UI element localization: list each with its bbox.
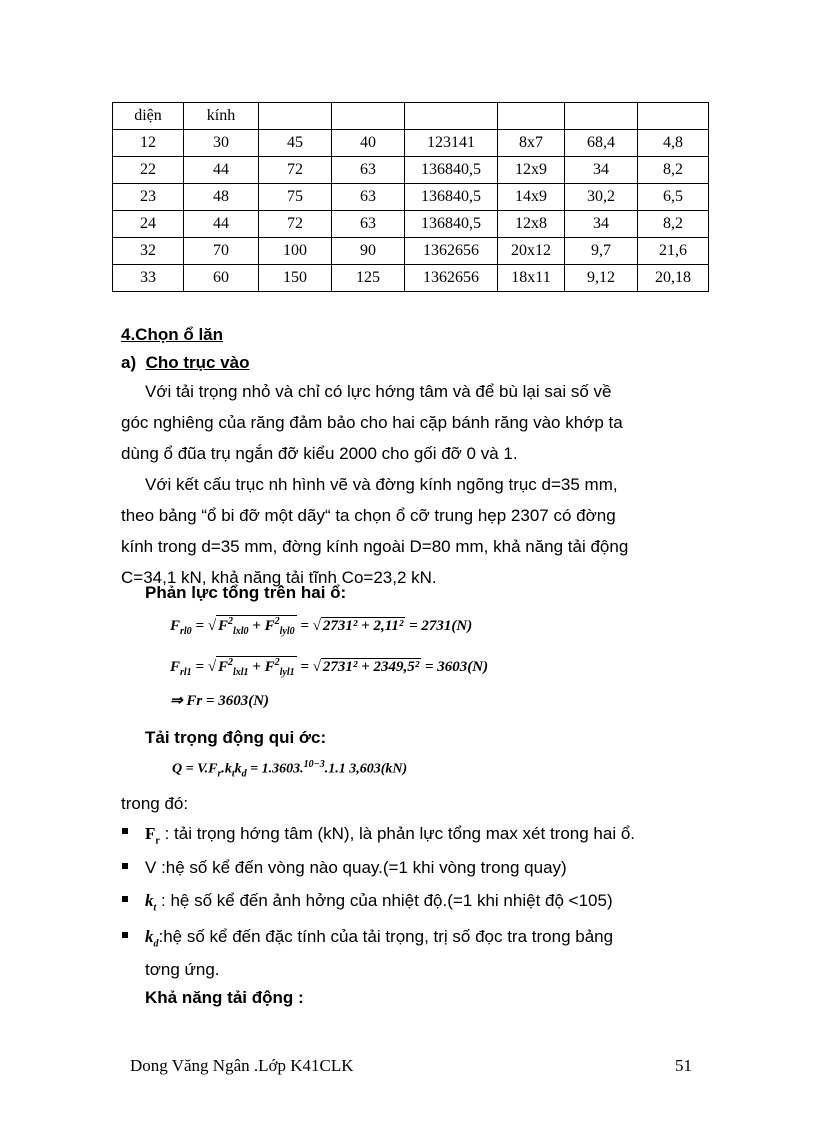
formula-reaction-1: $F_{rl1}$ = √ $F^2_{lxl1} + F^2_{lyl1}$ = √ 2731² + 2349,5² = 3603(N) <box>170 657 489 678</box>
f1-expr: 2731² + 2,11² <box>322 618 404 634</box>
bearing-data-table <box>112 102 709 292</box>
f2-term-a: F <box>217 659 228 675</box>
table-cell: 70 <box>184 238 259 265</box>
bullet-kd-symbol-sub: d <box>153 938 159 950</box>
table-cell: 150 <box>259 265 332 292</box>
table-cell: 72 <box>259 157 332 184</box>
table-cell: 22 <box>113 157 184 184</box>
f4-part-2: .k <box>221 761 232 777</box>
table-cell: 136840,5 <box>405 211 498 238</box>
table-cell: kính <box>184 103 259 130</box>
bullet-fr-symbol-sub: r <box>155 835 160 847</box>
table-cell: 100 <box>259 238 332 265</box>
f4-sub-1: r <box>217 768 222 780</box>
table-cell: 1362656 <box>405 265 498 292</box>
table-cell: 23 <box>113 184 184 211</box>
bullet-kt-text: : hệ số kể đến ảnh hởng của nhiệt độ.(=1 khi nhiệt độ <105) <box>161 891 613 910</box>
bullet-kd-symbol: k <box>145 927 154 946</box>
table-cell: 34 <box>565 157 638 184</box>
f2-lhs: F <box>170 659 181 675</box>
table-cell: 68,4 <box>565 130 638 157</box>
table-cell: diện <box>113 103 184 130</box>
paragraph-2-line-4: C=34,1 kN, khả năng tải tĩnh Co=23,2 kN. <box>121 568 437 587</box>
bullet-icon <box>122 896 128 902</box>
subsection-heading <box>121 353 249 373</box>
table-cell: 72 <box>259 211 332 238</box>
table-cell: 63 <box>332 157 405 184</box>
paragraph-1-line-1: Với tải trọng nhỏ và chỉ có lực hớng tâm và để bù lại sai số về <box>145 382 612 401</box>
formula-fr-result: ⇒ Fr = 3603(N) <box>170 693 270 709</box>
f4-tail: = 1.3603. <box>246 761 304 777</box>
paragraph-1-line-2: góc nghiêng của răng đảm bảo cho hai cặp bánh răng vào khớp ta <box>121 413 623 432</box>
table-cell: 1362656 <box>405 238 498 265</box>
paragraph-2-line-2: theo bảng “ổ bi đỡ một dãy“ ta chọn ổ cỡ trung hẹp 2307 có đờng <box>121 506 616 525</box>
table-cell: 8x7 <box>498 130 565 157</box>
bullet-icon <box>122 863 128 869</box>
f4-sub-3: d <box>241 768 247 780</box>
f2-result: = 3603(N) <box>424 659 489 675</box>
f1-term-a: F <box>217 618 228 634</box>
f1-radicand: $F^2_{lxl0} + F^2_{lyl0}$ <box>217 616 295 637</box>
table-cell: 24 <box>113 211 184 238</box>
table-cell: 136840,5 <box>405 157 498 184</box>
table-row <box>113 238 709 265</box>
table-cell <box>405 103 498 130</box>
formula-reaction-0: $F_{rl0}$ = √ $F^2_{lxl0} + F^2_{lyl0}$ = √ 2731² + 2,11² = 2731(N) <box>170 616 473 637</box>
f2-radicand: $F^2_{lxl1} + F^2_{lyl1}$ <box>217 657 295 678</box>
f4-exponent: 10−3 <box>303 759 325 770</box>
table-cell: 136840,5 <box>405 184 498 211</box>
table-cell: 18x11 <box>498 265 565 292</box>
bullet-v-symbol: V <box>145 858 157 877</box>
subsection-title: Cho trục vào <box>145 353 250 372</box>
table-cell: 90 <box>332 238 405 265</box>
table-cell: 44 <box>184 157 259 184</box>
capacity-heading: Khả năng tải động : <box>145 988 304 1007</box>
bullet-kd-text: :hệ số kể đến đặc tính của tải trọng, trị số đọc tra trong bảng <box>158 927 614 946</box>
table-cell: 9,12 <box>565 265 638 292</box>
table-cell: 34 <box>565 211 638 238</box>
table-cell: 32 <box>113 238 184 265</box>
formula-equivalent-load <box>172 759 407 779</box>
bullet-kt-symbol: k <box>145 891 154 910</box>
table-cell: 48 <box>184 184 259 211</box>
table-cell: 123141 <box>405 130 498 157</box>
table-row <box>113 157 709 184</box>
table-cell: 33 <box>113 265 184 292</box>
bullet-icon <box>122 932 128 938</box>
f1-lhs: F <box>170 618 181 634</box>
table-cell <box>498 103 565 130</box>
table-cell: 125 <box>332 265 405 292</box>
f2-term-b: F <box>264 659 275 675</box>
table-cell: 12 <box>113 130 184 157</box>
table-cell: 8,2 <box>638 211 709 238</box>
table-cell: 75 <box>259 184 332 211</box>
paragraph-1-line-3: dùng ổ đũa trụ ngắn đỡ kiểu 2000 cho gối đỡ 0 và 1. <box>121 444 518 463</box>
table-row <box>113 184 709 211</box>
f4-sub-2: t <box>231 768 235 780</box>
table-cell: 63 <box>332 184 405 211</box>
table-row <box>113 265 709 292</box>
f2-lhs-sub: rl1 <box>180 667 192 678</box>
bullet-kt <box>145 885 613 923</box>
section-heading: 4.Chọn ổ lăn <box>121 325 223 344</box>
bullet-kd-continuation: tơng ứng. <box>145 960 220 979</box>
f2-term-b-sub: lyl1 <box>279 667 295 678</box>
table-cell: 4,8 <box>638 130 709 157</box>
table-header-row <box>113 103 709 130</box>
table-cell: 30,2 <box>565 184 638 211</box>
bullet-fr <box>145 818 635 856</box>
f2-term-a-sub: lxl1 <box>232 667 249 678</box>
bullet-v-text: :hệ số kể đến vòng nào quay.(=1 khi vòng trong quay) <box>161 858 567 877</box>
table-cell: 60 <box>184 265 259 292</box>
table-cell: 12x9 <box>498 157 565 184</box>
table-cell: 45 <box>259 130 332 157</box>
f1-result: = 2731(N) <box>409 618 473 634</box>
bullet-fr-text: : tải trọng hớng tâm (kN), là phản lực tổng max xét trong hai ổ. <box>164 824 635 843</box>
bullet-fr-symbol: F <box>145 824 156 843</box>
table-cell: 14x9 <box>498 184 565 211</box>
table-row <box>113 130 709 157</box>
f2-expr: 2731² + 2349,5² <box>322 659 420 675</box>
table-cell <box>259 103 332 130</box>
table-cell: 20,18 <box>638 265 709 292</box>
f1-term-b: F <box>264 618 275 634</box>
table-body <box>113 103 709 292</box>
f1-lhs-sub: rl0 <box>180 626 192 637</box>
f4-end: .1.1 3,603(kN) <box>324 761 408 777</box>
table-cell: 21,6 <box>638 238 709 265</box>
table-cell: 40 <box>332 130 405 157</box>
table-cell <box>565 103 638 130</box>
f1-term-b-sub: lyl0 <box>279 626 295 637</box>
page-number: 51 <box>675 1056 692 1075</box>
reaction-heading: Phản lực tổng trên hai ổ: <box>145 583 347 602</box>
table-cell: 44 <box>184 211 259 238</box>
table-cell: 30 <box>184 130 259 157</box>
f1-term-a-sub: lxl0 <box>232 626 249 637</box>
where-label: trong đó: <box>121 794 189 813</box>
table-row <box>113 211 709 238</box>
f4-part-3: k <box>234 761 242 777</box>
subsection-label: a) <box>121 353 137 372</box>
table-cell: 20x12 <box>498 238 565 265</box>
table-cell: 6,5 <box>638 184 709 211</box>
table-cell <box>332 103 405 130</box>
table-cell: 8,2 <box>638 157 709 184</box>
table-cell: 12x8 <box>498 211 565 238</box>
table-cell <box>638 103 709 130</box>
paragraph-2-line-1: Với kết cấu trục nh hình vẽ và đờng kính ngõng trục d=35 mm, <box>145 475 618 494</box>
bullet-v <box>145 852 567 883</box>
table-cell: 63 <box>332 211 405 238</box>
bullet-kt-symbol-sub: t <box>153 902 157 914</box>
bullet-icon <box>122 828 128 834</box>
load-heading: Tải trọng động qui ớc: <box>145 728 327 747</box>
paragraph-2-line-3: kính trong d=35 mm, đờng kính ngoài D=80 mm, khả năng tải động <box>121 537 629 556</box>
f4-part-1: Q = V.F <box>172 761 218 777</box>
footer-author: Dong Văng Ngân .Lớp K41CLK <box>130 1056 354 1075</box>
table-cell: 9,7 <box>565 238 638 265</box>
